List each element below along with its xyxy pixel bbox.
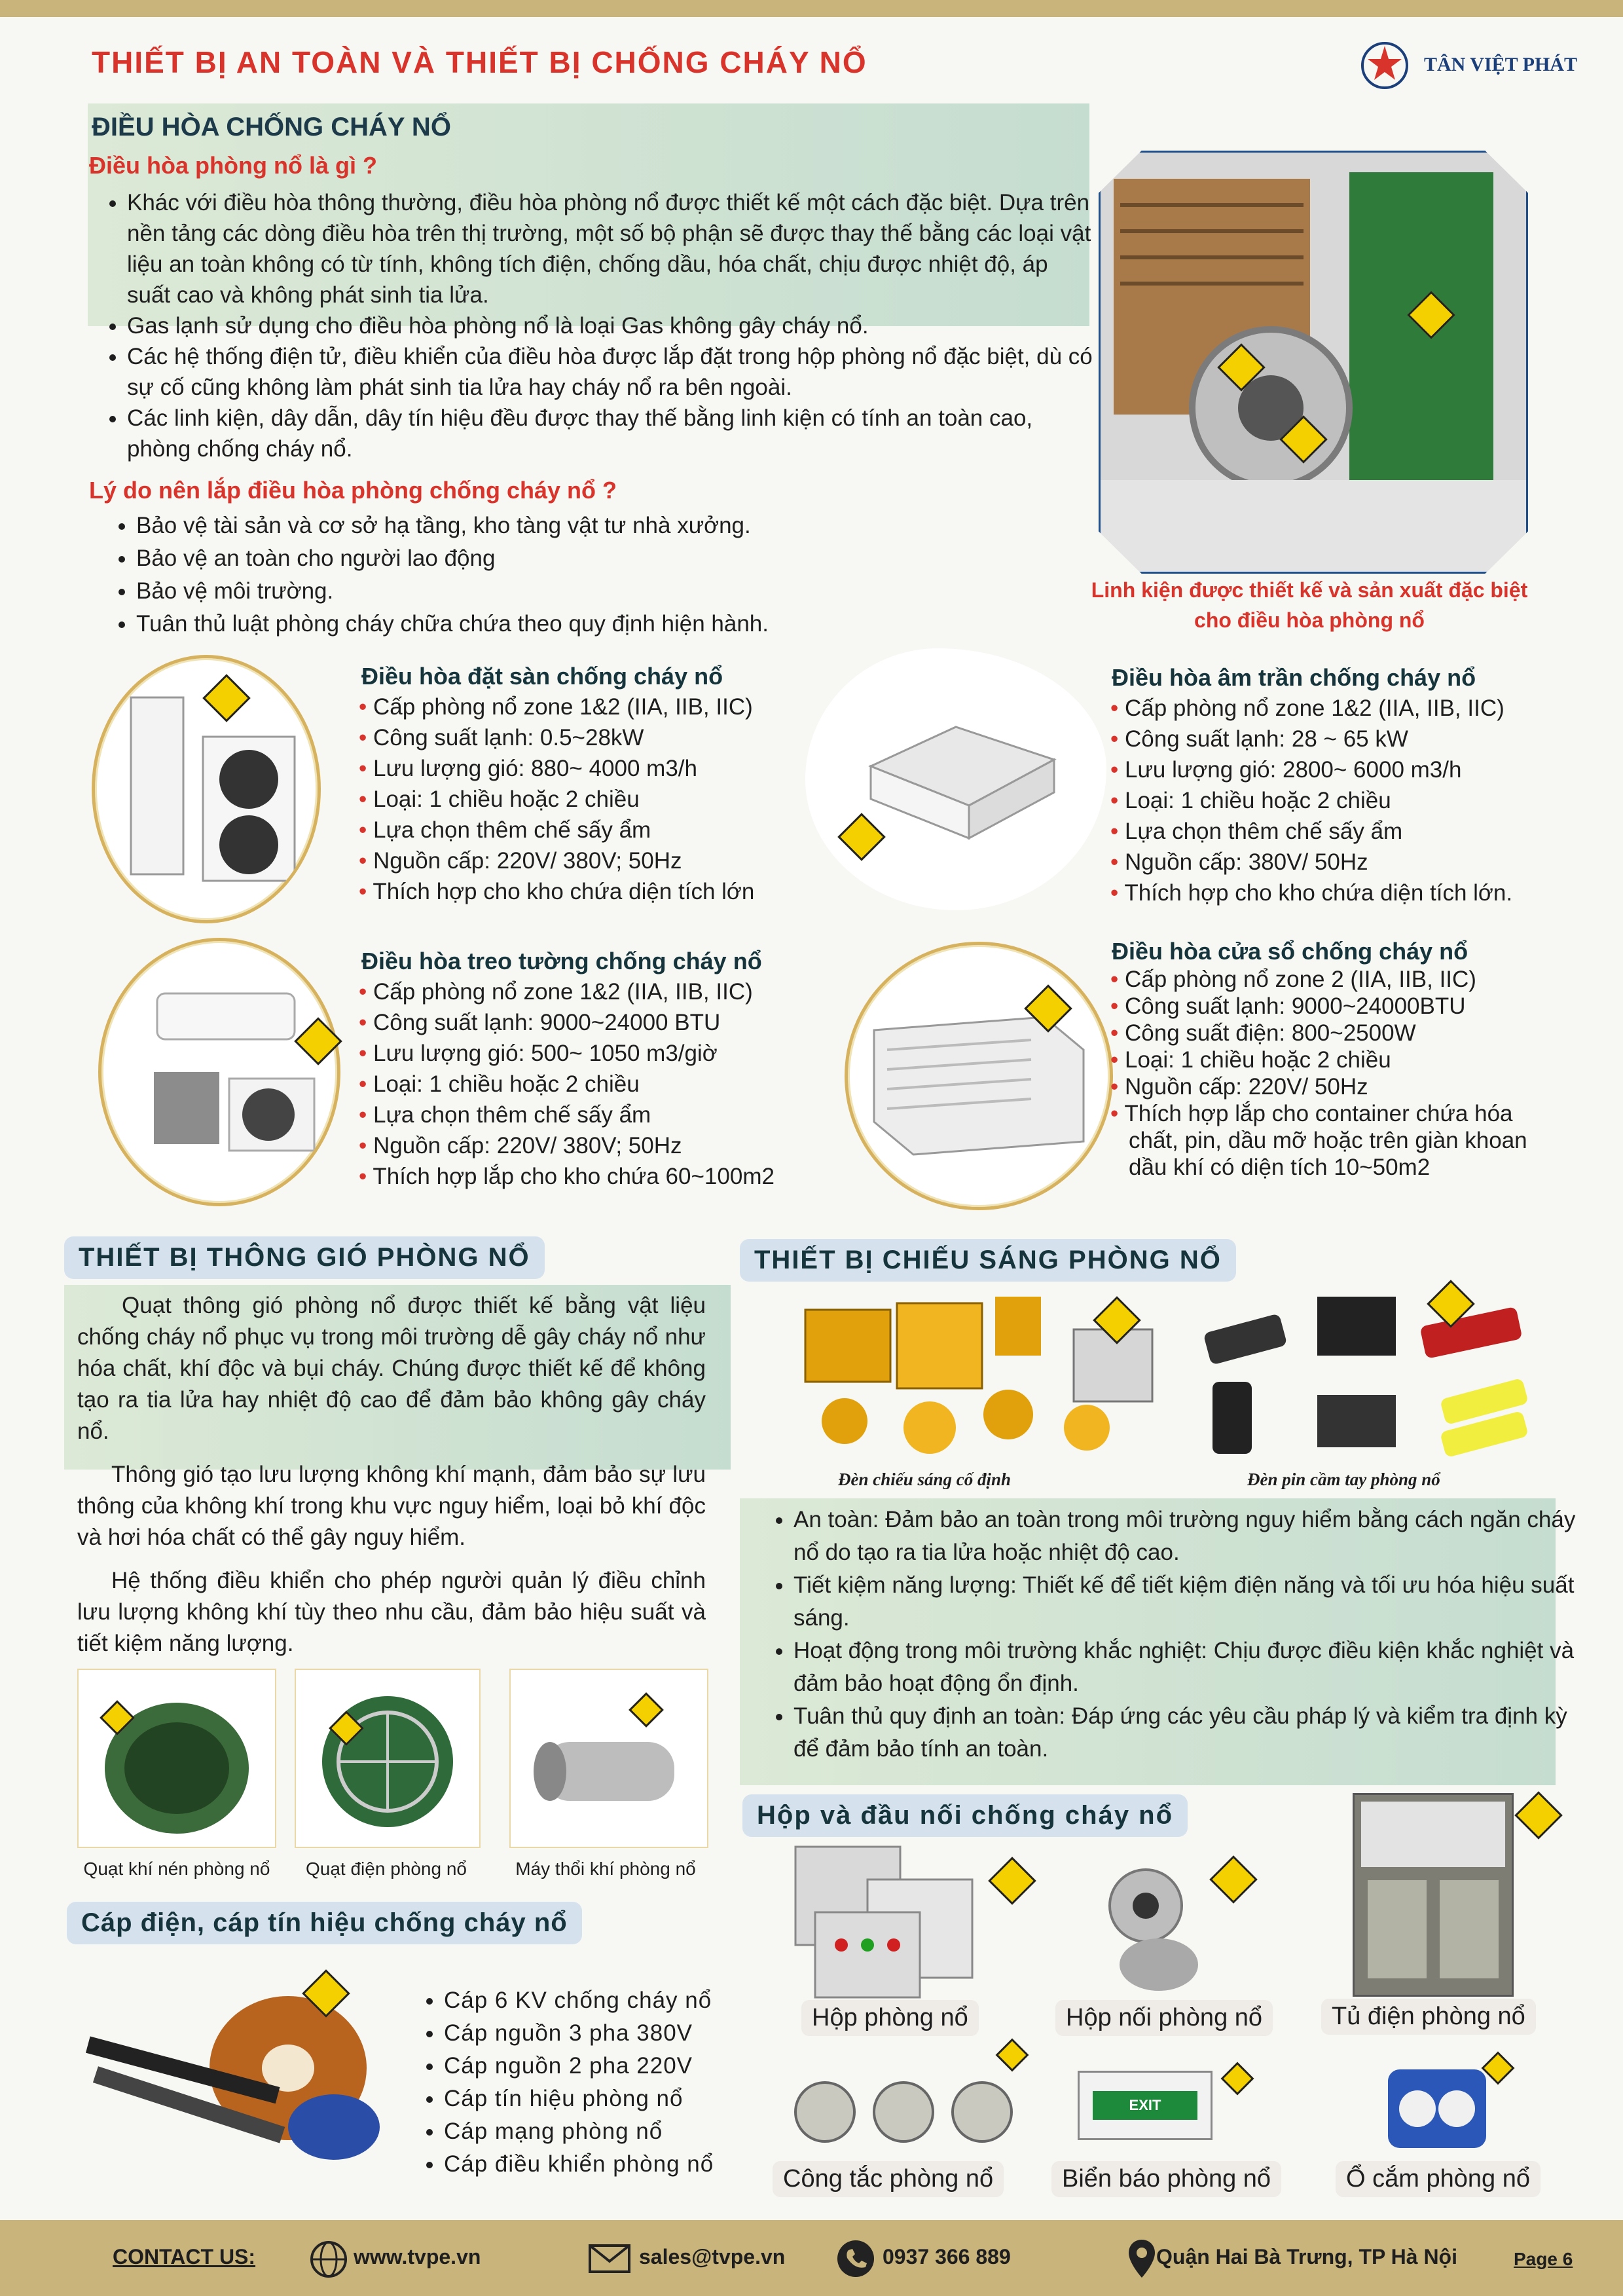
ex-mark-icon xyxy=(1031,991,1065,1029)
contact-label: CONTACT US: xyxy=(113,2245,256,2268)
list-item: • Bảo vệ tài sản và cơ sở hạ tầng, kho tàng vật tư nhà xưởng. xyxy=(136,509,1099,542)
lighting-heading: THIẾT BỊ CHIẾU SÁNG PHÒNG NỔ xyxy=(740,1239,1236,1282)
spec-item: • Nguồn cấp: 220V/ 50Hz xyxy=(1110,1073,1562,1100)
ex-mark-icon xyxy=(334,1716,359,1744)
ex-mark-icon xyxy=(1224,350,1258,388)
list-item: • An toàn: Đảm bảo an toàn trong môi trường nguy hiểm bằng cách ngăn cháy nổ do tạo ra tia lửa hoặc nhiệt độ cao. xyxy=(793,1504,1586,1569)
ex-mark xyxy=(1209,1855,1258,1904)
spec-item: • Lưu lượng gió: 500~ 1050 m3/giờ xyxy=(359,1038,817,1069)
aircon-heading: ĐIỀU HÒA CHỐNG CHÁY NỔ xyxy=(92,113,451,141)
ex-mark xyxy=(1221,2062,1254,2096)
page-title: THIẾT BỊ AN TOÀN VÀ THIẾT BỊ CHỐNG CHÁY NỔ xyxy=(92,45,867,79)
ex-mark-icon xyxy=(1522,1798,1556,1836)
ex-mark-icon xyxy=(1486,2056,1510,2083)
list-item: • Gas lạnh sử dụng cho điều hòa phòng nổ là loại Gas không gây cháy nổ. xyxy=(127,310,1096,341)
aircon-why-list xyxy=(98,509,1099,640)
ex-mark xyxy=(1093,1296,1141,1344)
list-item: • Bảo vệ an toàn cho người lao động xyxy=(136,542,1099,575)
spec-item: • Lưu lượng gió: 880~ 4000 m3/h xyxy=(359,753,817,784)
aircon-why-heading: Lý do nên lắp điều hòa phòng chống cháy nổ ? xyxy=(89,477,617,504)
cables-heading: Cáp điện, cáp tín hiệu chống cháy nổ xyxy=(67,1902,582,1944)
ex-mark-icon xyxy=(1100,1303,1134,1341)
ex-mark xyxy=(294,1017,342,1065)
spec-item: • Loại: 1 chiều hoặc 2 chiều xyxy=(1110,785,1614,816)
product-specs xyxy=(1110,693,1614,908)
ex-mark xyxy=(1427,1280,1475,1328)
spec-item: • Cấp phòng nổ zone 1&2 (IIA, IIB, IIC) xyxy=(359,976,817,1007)
spec-item: • Công suất lạnh: 9000~24000BTU xyxy=(1110,993,1562,1020)
list-item: • Bảo vệ môi trường. xyxy=(136,575,1099,608)
cabinet-image xyxy=(1353,1793,1514,1997)
exit-sign-label: Biển báo phòng nổ xyxy=(1051,2161,1281,2197)
fan-image xyxy=(295,1669,481,1848)
ventilation-text xyxy=(77,1290,706,1659)
ex-mark xyxy=(1407,291,1455,339)
fan-image xyxy=(509,1669,708,1848)
lighting-list xyxy=(756,1504,1586,1766)
exit-sign-text: EXIT xyxy=(1093,2091,1197,2120)
product-specs xyxy=(359,692,817,907)
ex-mark-icon xyxy=(1216,1862,1250,1900)
ex-mark xyxy=(1217,343,1266,392)
list-item: • Hoạt động trong môi trường khắc nghiệt: Chịu được điều kiện khắc nghiệt và đảm bảo hoạt động ổn định. xyxy=(793,1635,1586,1700)
window-aircon-image xyxy=(845,942,1113,1210)
top-decor-bar xyxy=(0,0,1623,17)
ex-mark xyxy=(988,1857,1036,1905)
spec-item: • Nguồn cấp: 220V/ 380V; 50Hz xyxy=(359,1130,817,1161)
ventilation-paragraph: Thông gió tạo lưu lượng không khí mạnh, đảm bảo sự lưu thông của không khí trong khu vực nguy hiểm, loại bỏ khí độc và hơi hóa chất có thể gây nguy hiểm. xyxy=(77,1462,706,1550)
boxes-heading: Hộp và đầu nối chống cháy nổ xyxy=(742,1794,1188,1837)
ex-mark-icon xyxy=(845,820,879,857)
socket-image xyxy=(1381,2056,1493,2155)
ex-mark-icon xyxy=(634,1697,659,1726)
ex-mark xyxy=(329,1711,364,1746)
spec-item: • Loại: 1 chiều hoặc 2 chiều xyxy=(1110,1046,1562,1073)
flashlights-caption: Đèn pin cầm tay phòng nổ xyxy=(1247,1470,1440,1489)
list-item: • Cáp điều khiển phòng nổ xyxy=(444,2148,784,2181)
spec-item: • Nguồn cấp: 380V/ 50Hz xyxy=(1110,847,1614,878)
cabinet-label: Tủ điện phòng nổ xyxy=(1321,1999,1536,2035)
list-item: • Cáp nguồn 3 pha 380V xyxy=(444,2017,784,2050)
cables-list xyxy=(406,1984,784,2181)
spec-item: • Cấp phòng nổ zone 1&2 (IIA, IIB, IIC) xyxy=(1110,693,1614,724)
ex-mark-icon xyxy=(309,1976,343,2014)
fan-image xyxy=(77,1669,276,1848)
product-title: Điều hòa đặt sàn chống cháy nổ xyxy=(361,663,723,690)
globe-icon xyxy=(309,2240,348,2282)
junction-box-image xyxy=(789,1840,1012,2004)
ex-mark xyxy=(202,674,251,722)
ex-mark xyxy=(1482,2052,1515,2085)
phone-link[interactable]: 0937 366 889 xyxy=(883,2245,1011,2268)
list-item: • Khác với điều hòa thông thường, điều hòa phòng nổ được thiết kế một cách đặc biệt. Dựa trên nền tảng các dòng điều hòa trên thị trường, một số bộ phận sẽ được thay thế bằng các loại vật liệu an toàn không có từ tính, không tích điện, chống dầu, hóa chất, chịu được nhiệt độ, áp suất cao và không phát sinh tia lửa. xyxy=(127,187,1096,310)
list-item: • Tuân thủ luật phòng cháy chữa chứa theo quy định hiện hành. xyxy=(136,608,1099,640)
product-title: Điều hòa âm trần chống cháy nổ xyxy=(1112,664,1476,691)
ex-mark-icon xyxy=(1414,298,1448,335)
list-item: • Các linh kiện, dây dẫn, dây tín hiệu đều được thay thế bằng linh kiện có tính an toàn cao, phòng chống cháy nổ. xyxy=(127,403,1096,464)
exit-sign-image xyxy=(1078,2071,1213,2140)
ex-mark xyxy=(100,1700,135,1735)
switch-image xyxy=(786,2063,1021,2161)
spec-item: • Lựa chọn thêm chế sấy ẩm xyxy=(359,815,817,845)
website-link[interactable]: www.tvpe.vn xyxy=(354,2245,481,2268)
product-specs xyxy=(359,976,817,1192)
ex-mark-icon xyxy=(1000,2043,1024,2070)
list-item: • Cáp nguồn 2 pha 220V xyxy=(444,2050,784,2083)
list-item: • Các hệ thống điện tử, điều khiển của điều hòa được lắp đặt trong hộp phòng nổ đặc biệt, dù có sự cố cũng không làm phát sinh tia lửa hay cháy nổ ra bên ngoài. xyxy=(127,341,1096,403)
product-title: Điều hòa cửa sổ chống cháy nổ xyxy=(1112,938,1468,965)
address-text: Quận Hai Bà Trưng, TP Hà Nội xyxy=(1156,2245,1457,2268)
ex-mark-icon xyxy=(1286,422,1321,460)
spec-item: • Cấp phòng nổ zone 1&2 (IIA, IIB, IIC) xyxy=(359,692,817,722)
component-photo-caption: Linh kiện được thiết kế và sản xuất đặc biệt cho điều hòa phòng nổ xyxy=(1091,578,1528,632)
spec-item: • Loại: 1 chiều hoặc 2 chiều xyxy=(359,784,817,815)
switch-label: Công tắc phòng nổ xyxy=(773,2161,1004,2197)
cables-image xyxy=(72,1970,399,2166)
ex-mark xyxy=(1514,1791,1563,1840)
spec-item: • Công suất lạnh: 28 ~ 65 kW xyxy=(1110,724,1614,754)
mail-icon xyxy=(588,2244,631,2277)
spec-item: • Thích hợp cho kho chứa diện tích lớn. xyxy=(1110,878,1614,908)
ex-mark-icon xyxy=(105,1705,130,1733)
ex-mark xyxy=(996,2039,1029,2072)
connector-box-label: Hộp nối phòng nổ xyxy=(1055,2000,1273,2036)
connector-box-image xyxy=(1074,1853,1218,1997)
email-link[interactable]: sales@tvpe.vn xyxy=(639,2245,786,2268)
spec-item: • Công suất điện: 800~2500W xyxy=(1110,1020,1562,1046)
spec-item: • Lưu lượng gió: 2800~ 6000 m3/h xyxy=(1110,754,1614,785)
product-title: Điều hòa treo tường chống cháy nổ xyxy=(361,948,762,974)
spec-item: • Thích hợp lắp cho container chứa hóa chất, pin, dầu mỡ hoặc trên giàn khoan dầu khí có diện tích 10~50m2 xyxy=(1110,1100,1562,1181)
component-photo xyxy=(1099,151,1528,574)
company-logo-text: TÂN VIỆT PHÁT xyxy=(1424,54,1577,75)
spec-item: • Loại: 1 chiều hoặc 2 chiều xyxy=(359,1069,817,1100)
ex-mark-icon xyxy=(1434,1287,1468,1324)
ventilation-paragraph: Quạt thông gió phòng nổ được thiết kế bằng vật liệu chống cháy nổ phục vụ trong môi trường dễ gây cháy nổ như hóa chất, khí độc và bụi cháy. Chúng được thiết kế để không tạo ra tia lửa hay nhiệt độ cao để đảm bảo không gây cháy nổ. xyxy=(77,1293,706,1444)
ex-mark xyxy=(302,1969,350,2018)
product-specs xyxy=(1110,966,1562,1181)
spec-item: • Thích hợp cho kho chứa diện tích lớn xyxy=(359,876,817,907)
page-number: Page 6 xyxy=(1514,2249,1573,2269)
flashlights-image xyxy=(1199,1284,1553,1460)
fan-caption: Quạt điện phòng nổ xyxy=(306,1859,467,1879)
socket-label: Ổ cắm phòng nổ xyxy=(1336,2161,1541,2197)
ex-mark xyxy=(837,813,886,861)
spec-item: • Công suất lạnh: 9000~24000 BTU xyxy=(359,1007,817,1038)
ceiling-aircon-image xyxy=(805,648,1106,910)
ex-mark-icon xyxy=(210,681,244,718)
ventilation-paragraph: Hệ thống điều khiển cho phép người quản lý điều chỉnh lưu lượng không khí tùy theo nhu cầu, đảm bảo hiệu suất và tiết kiệm năng lượng. xyxy=(77,1568,706,1656)
phone-icon xyxy=(837,2240,875,2281)
spec-item: • Cấp phòng nổ zone 2 (IIA, IIB, IIC) xyxy=(1110,966,1562,993)
spec-item: • Công suất lạnh: 0.5~28kW xyxy=(359,722,817,753)
list-item: • Cáp tín hiệu phòng nổ xyxy=(444,2083,784,2115)
list-item: • Cáp 6 KV chống cháy nổ xyxy=(444,1984,784,2017)
ex-mark-icon xyxy=(995,1864,1029,1901)
spec-item: • Lựa chọn thêm chế sấy ẩm xyxy=(1110,816,1614,847)
spec-item: • Nguồn cấp: 220V/ 380V; 50Hz xyxy=(359,845,817,876)
fan-caption: Quạt khí nén phòng nổ xyxy=(83,1859,270,1879)
wall-aircon-image xyxy=(98,938,340,1206)
list-item: • Tuân thủ quy định an toàn: Đáp ứng các yêu cầu pháp lý và kiểm tra định kỳ để đảm bảo tính an toàn. xyxy=(793,1700,1586,1766)
ex-mark xyxy=(1279,415,1328,464)
ex-mark-icon xyxy=(1226,2067,1249,2094)
spec-item: • Thích hợp lắp cho kho chứa 60~100m2 xyxy=(359,1161,817,1192)
company-logo-icon xyxy=(1359,39,1411,92)
list-item: • Cáp mạng phòng nổ xyxy=(444,2115,784,2148)
junction-box-label: Hộp phòng nổ xyxy=(801,2000,979,2036)
ex-mark xyxy=(1024,984,1072,1033)
ex-mark xyxy=(629,1692,664,1728)
spec-item: • Lựa chọn thêm chế sấy ẩm xyxy=(359,1100,817,1130)
ventilation-heading: THIẾT BỊ THÔNG GIÓ PHÒNG NỔ xyxy=(64,1236,545,1279)
aircon-what-heading: Điều hòa phòng nổ là gì ? xyxy=(89,152,377,179)
location-pin-icon xyxy=(1127,2238,1156,2282)
fixed-lights-caption: Đèn chiếu sáng cố định xyxy=(838,1470,1012,1489)
list-item: • Tiết kiệm năng lượng: Thiết kế để tiết kiệm điện năng và tối ưu hóa hiệu suất sáng. xyxy=(793,1569,1586,1635)
fan-caption: Máy thổi khí phòng nổ xyxy=(515,1859,696,1879)
ex-mark-icon xyxy=(301,1024,335,1062)
aircon-what-list xyxy=(89,187,1096,464)
